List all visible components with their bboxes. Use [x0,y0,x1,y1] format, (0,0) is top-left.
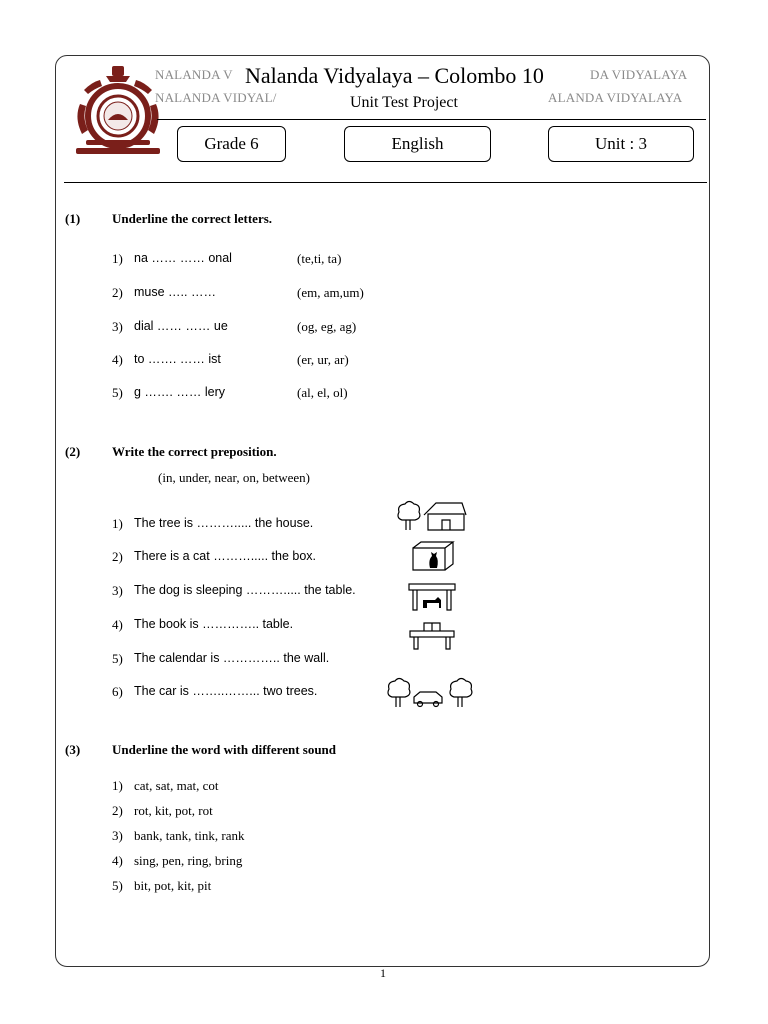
question-instruction: Underline the word with different sound [112,742,337,757]
tree-house-icon [396,500,468,532]
school-crest-icon [72,64,164,162]
list-item-word: to ……. …… ist [134,352,221,366]
list-item-words: bank, tank, tink, rank [134,828,245,843]
list-item-number: 1) [112,778,123,793]
header-bottom-divider [64,182,707,183]
watermark-left-1: NALANDA V [155,67,233,82]
list-item-number: 1) [112,516,123,531]
list-item-options: (og, eg, ag) [297,319,357,334]
preposition-choices: (in, under, near, on, between) [158,470,311,485]
question-instruction: Underline the correct letters. [112,211,273,226]
list-item-words: rot, kit, pot, rot [134,803,213,818]
list-item-sentence: There is a cat ………..... the box. [134,549,317,563]
list-item-number: 5) [112,385,123,400]
list-item-number: 5) [112,651,123,666]
subject-box: English [344,126,491,162]
list-item-word: na …… …… onal [134,251,232,265]
cat-in-box-icon [410,540,456,572]
list-item-number: 2) [112,549,123,564]
unit-box: Unit : 3 [548,126,694,162]
list-item-number: 4) [112,352,123,367]
dog-under-table-icon [407,582,457,612]
list-item-word: muse ….. …… [134,285,216,299]
list-item-number: 3) [112,828,123,843]
watermark-left-2: NALANDA VIDYAL/ [155,90,277,105]
list-item-words: sing, pen, ring, bring [134,853,243,868]
question-number: (1) [65,211,81,226]
question-number: (2) [65,444,81,459]
list-item-options: (te,ti, ta) [297,251,342,266]
list-item-sentence: The tree is ………..... the house. [134,516,314,530]
list-item-number: 3) [112,583,123,598]
page-subtitle: Unit Test Project [350,94,458,111]
list-item-options: (er, ur, ar) [297,352,349,367]
list-item-number: 2) [112,803,123,818]
list-item-sentence: The calendar is ………….. the wall. [134,651,330,665]
list-item-number: 4) [112,617,123,632]
list-item-number: 5) [112,878,123,893]
header-divider [157,119,706,120]
page-number: 1 [380,966,386,980]
question-number: (3) [65,742,81,757]
list-item-sentence: The book is ………….. table. [134,617,294,631]
school-title: Nalanda Vidyalaya – Colombo 10 [245,63,544,88]
list-item-options: (em, am,um) [297,285,364,300]
list-item-word: dial …… …… ue [134,319,228,333]
list-item-options: (al, el, ol) [297,385,348,400]
list-item-number: 4) [112,853,123,868]
list-item-number: 1) [112,251,123,266]
book-on-table-icon [408,621,456,651]
list-item-number: 2) [112,285,123,300]
car-between-trees-icon [386,677,474,709]
list-item-number: 3) [112,319,123,334]
list-item-number: 6) [112,684,123,699]
grade-box: Grade 6 [177,126,286,162]
list-item-word: g ……. …… lery [134,385,225,399]
watermark-right-1: DA VIDYALAYA [590,67,688,82]
question-instruction: Write the correct preposition. [112,444,277,459]
list-item-sentence: The dog is sleeping ………..... the table. [134,583,356,597]
list-item-words: bit, pot, kit, pit [134,878,212,893]
list-item-sentence: The car is ……..……... two trees. [134,684,318,698]
watermark-right-2: ALANDA VIDYALAYA [548,90,683,105]
list-item-words: cat, sat, mat, cot [134,778,219,793]
